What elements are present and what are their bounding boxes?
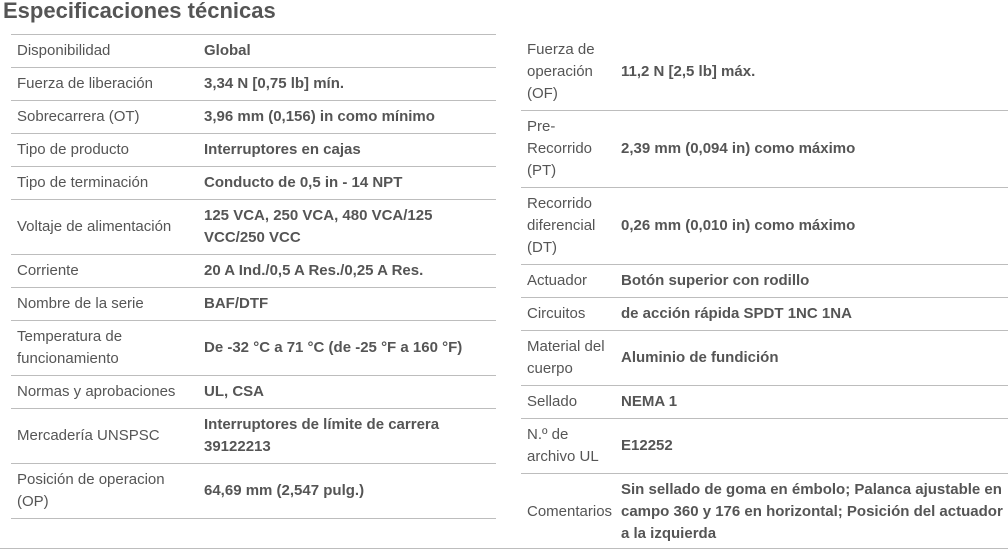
spec-row: [521, 188, 1008, 265]
bottom-divider: [0, 548, 1008, 549]
spec-value: Sin sellado de goma en émbolo; Palanca ajustable en campo 360 y 176 en horizontal; Posición del actuador a la izquierda: [621, 481, 1003, 542]
spec-table-right-body: [521, 34, 1008, 550]
spec-row: [11, 409, 496, 464]
spec-value: Conducto de 0,5 in - 14 NPT: [204, 167, 496, 200]
spec-value: Botón superior con rodillo: [621, 265, 1008, 298]
spec-value: UL, CSA: [204, 376, 496, 409]
spec-label: Comentarios: [527, 503, 613, 520]
spec-value: BAF/DTF: [204, 288, 496, 321]
spec-label: Fuerza de operación (OF): [521, 34, 621, 111]
spec-label: Recorrido diferencial (DT): [521, 188, 621, 265]
page-title: Especificaciones técnicas: [3, 0, 276, 23]
spec-value: NEMA 1: [621, 386, 1008, 419]
spec-label: Nombre de la serie: [11, 288, 204, 321]
spec-label: Pre-Recorrido (PT): [521, 111, 621, 188]
spec-row: [521, 386, 1008, 419]
spec-value: 64,69 mm (2,547 pulg.): [204, 464, 496, 519]
spec-value: 11,2 N [2,5 lb] máx.: [621, 34, 1008, 111]
spec-row: [11, 288, 496, 321]
spec-label: Sellado: [521, 386, 621, 419]
spec-row: [521, 331, 1008, 386]
spec-row: [521, 34, 1008, 111]
spec-label: Tipo de producto: [11, 134, 204, 167]
spec-value: 125 VCA, 250 VCA, 480 VCA/125 VCC/250 VCC: [204, 200, 496, 255]
spec-row: [521, 111, 1008, 188]
spec-label: Circuitos: [521, 298, 621, 331]
spec-row: [11, 68, 496, 101]
spec-row: [521, 265, 1008, 298]
spec-value: 2,39 mm (0,094 in) como máximo: [621, 111, 1008, 188]
spec-value: Aluminio de fundición: [621, 331, 1008, 386]
spec-label: Mercadería UNSPSC: [11, 409, 204, 464]
spec-row: [11, 134, 496, 167]
spec-value: Interruptores en cajas: [204, 134, 496, 167]
spec-row: [521, 419, 1008, 474]
spec-row: [11, 321, 496, 376]
spec-value: Interruptores de límite de carrera 39122213: [204, 409, 496, 464]
spec-row: [11, 255, 496, 288]
spec-label: N.º de archivo UL: [521, 419, 621, 474]
spec-value: de acción rápida SPDT 1NC 1NA: [621, 298, 1008, 331]
spec-value: E12252: [621, 419, 1008, 474]
spec-value: 0,26 mm (0,010 in) como máximo: [621, 188, 1008, 265]
spec-value: De -32 °C a 71 °C (de -25 °F a 160 °F): [204, 321, 496, 376]
spec-label: Voltaje de alimentación: [11, 200, 204, 255]
spec-label: Sobrecarrera (OT): [11, 101, 204, 134]
spec-value: 20 A Ind./0,5 A Res./0,25 A Res.: [204, 255, 496, 288]
spec-label: Fuerza de liberación: [11, 68, 204, 101]
spec-value: 3,96 mm (0,156) in como mínimo: [204, 101, 496, 134]
spec-row: [11, 200, 496, 255]
spec-row: [11, 35, 496, 68]
spec-label: Material del cuerpo: [521, 331, 621, 386]
spec-row: [11, 376, 496, 409]
spec-label: Tipo de terminación: [11, 167, 204, 200]
spec-label: Normas y aprobaciones: [11, 376, 204, 409]
spec-value: 3,34 N [0,75 lb] mín.: [204, 68, 496, 101]
spec-label: Temperatura de funcionamiento: [11, 321, 204, 376]
spec-row: [521, 298, 1008, 331]
spec-label: Corriente: [11, 255, 204, 288]
spec-row: [11, 167, 496, 200]
spec-row: [11, 464, 496, 519]
spec-table-left: [11, 34, 496, 519]
spec-label: Disponibilidad: [11, 35, 204, 68]
spec-row: [521, 474, 1008, 550]
spec-row: [11, 101, 496, 134]
spec-label: Posición de operacion (OP): [11, 464, 204, 519]
spec-table-left-body: [11, 35, 496, 519]
spec-value: Global: [204, 35, 496, 68]
spec-table-right: [521, 34, 1008, 550]
spec-label: Actuador: [521, 265, 621, 298]
